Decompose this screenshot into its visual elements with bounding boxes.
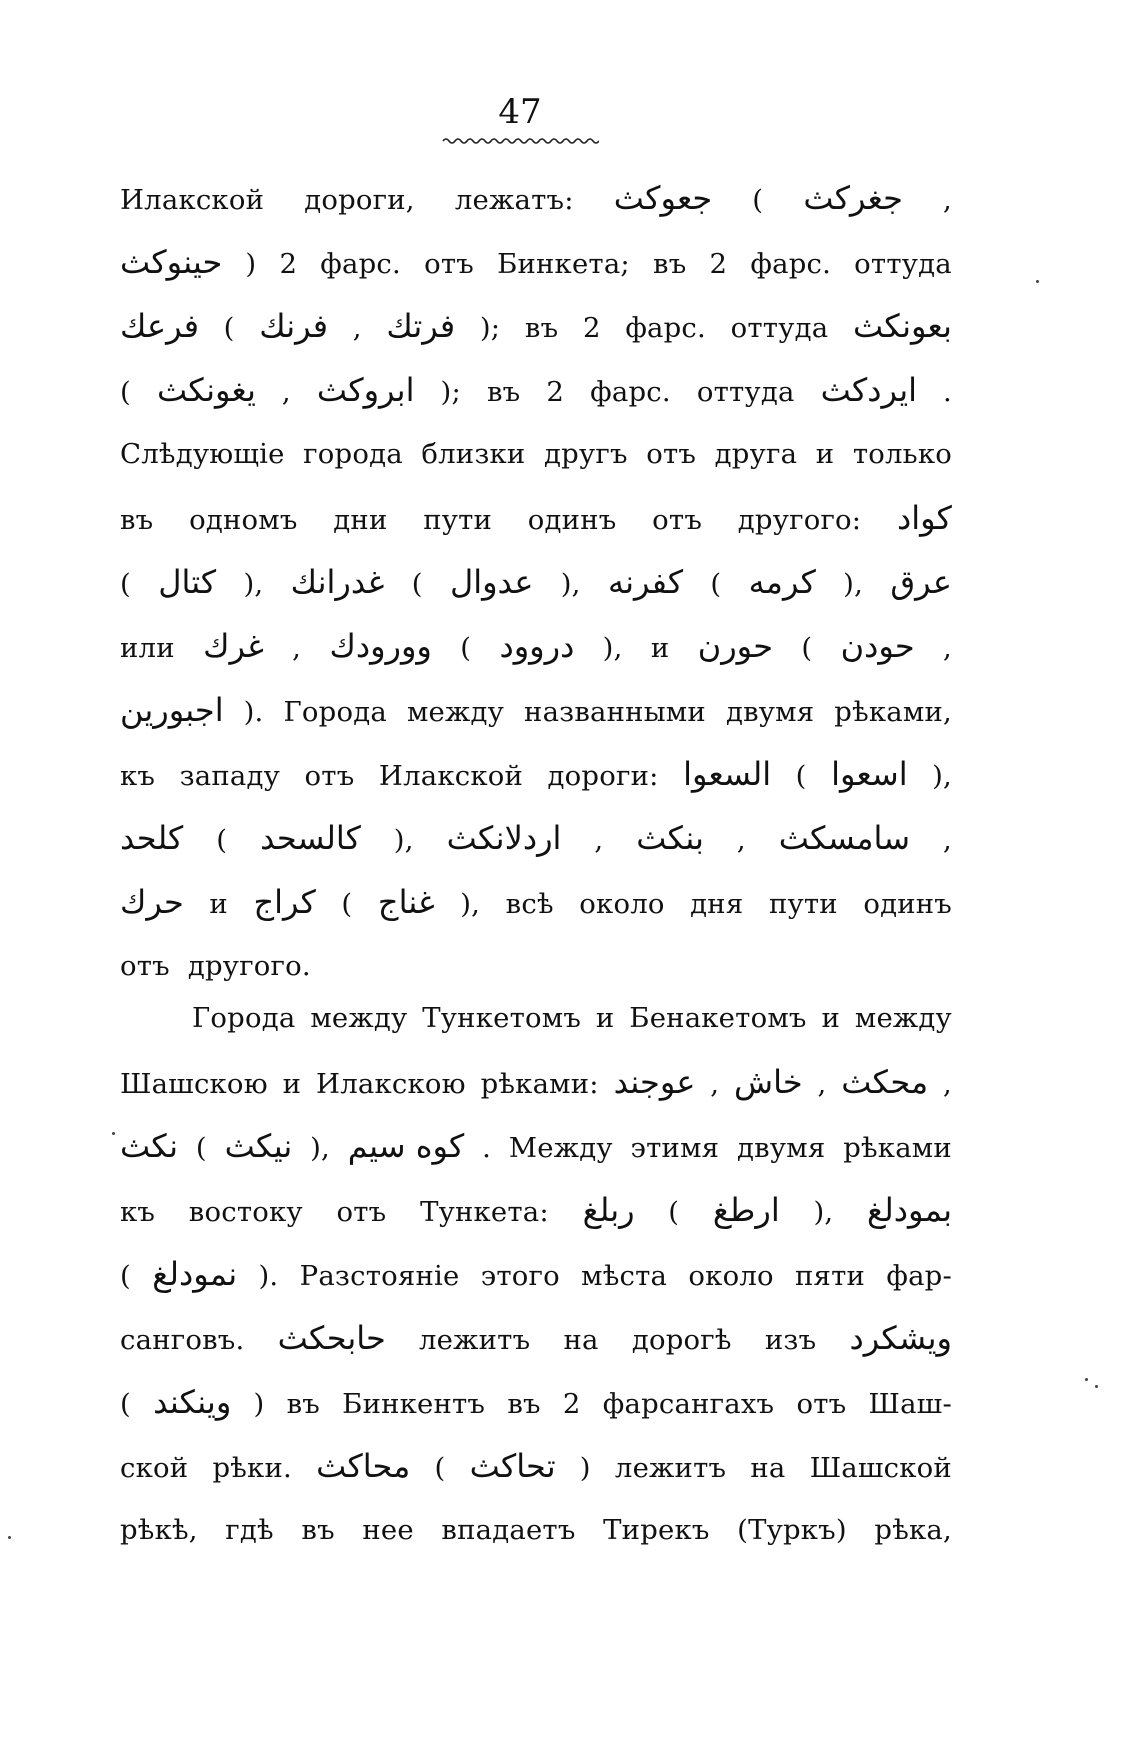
arabic-toponym: عدوال [449, 563, 534, 601]
word: 2 [562, 1388, 581, 1420]
word: ( [120, 1388, 131, 1420]
word: Илакской [378, 760, 524, 792]
arabic-toponym: كلحد [120, 819, 184, 857]
word: ( [341, 888, 353, 920]
arabic-toponym: جغركث [803, 179, 903, 217]
arabic-toponym: وينكند [153, 1383, 232, 1421]
word: ); [440, 376, 461, 408]
word: рѣками: [480, 1068, 599, 1100]
word: нее [362, 1514, 414, 1546]
word: между [310, 1002, 408, 1034]
word: фарс. [320, 248, 401, 280]
word: пути [768, 888, 838, 920]
word: ( [434, 1452, 446, 1484]
word: , [942, 632, 952, 664]
text-line [120, 986, 952, 1050]
arabic-toponym: بنكث [636, 819, 704, 857]
word: Города [283, 696, 387, 728]
word: ( [120, 568, 131, 600]
arabic-toponym: كراج [253, 883, 316, 921]
word: ( [668, 1196, 680, 1228]
word: къ [120, 1196, 156, 1228]
word: отъ [304, 760, 355, 792]
arabic-toponym: سامسكث [778, 819, 911, 857]
word: Шаш- [868, 1388, 952, 1420]
word: въ [653, 248, 687, 280]
arabic-toponym: كواد [897, 499, 952, 537]
word: ), [560, 568, 581, 600]
word: Илакскою [316, 1068, 466, 1100]
word: , [594, 824, 604, 856]
arabic-toponym: محاكث [316, 1447, 411, 1485]
arabic-toponym: عوجند [613, 1063, 696, 1101]
word: всѣ [505, 888, 554, 920]
word: гдѣ [225, 1514, 274, 1546]
word: , [942, 184, 952, 216]
word: въ [286, 1388, 320, 1420]
word: рѣками, [834, 696, 952, 728]
word: и [821, 1002, 840, 1034]
word: , [817, 1068, 827, 1100]
arabic-toponym: حورن [697, 627, 773, 665]
text-line [120, 166, 952, 230]
word: Бинкета; [497, 248, 630, 280]
arabic-toponym: كتال [158, 563, 217, 601]
arabic-toponym: فرعك [120, 307, 200, 345]
word: Разстояніе [299, 1260, 460, 1292]
arabic-toponym: السعوا [683, 755, 772, 793]
arabic-toponym: دروود [499, 627, 575, 665]
paragraph-2 [120, 986, 952, 1562]
word: ской [120, 1452, 189, 1484]
word: , [710, 1068, 720, 1100]
word: ); [479, 312, 501, 344]
word: мѣста [581, 1260, 668, 1292]
arabic-toponym: ابروكث [316, 371, 415, 409]
word: 2 [279, 248, 298, 280]
text-line [120, 1306, 952, 1370]
word: между [406, 696, 505, 728]
word: оттуда [854, 248, 952, 280]
text-line [120, 230, 952, 294]
word: фарс. [750, 248, 832, 280]
arabic-toponym: جعوكث [613, 179, 713, 217]
word: одномъ [189, 504, 298, 536]
arabic-toponym: وورودك [329, 627, 432, 665]
arabic-toponym: محكث [841, 1063, 929, 1101]
word: ), [843, 568, 864, 600]
word: и [650, 632, 670, 664]
word: дороги, [304, 184, 415, 216]
word: ( [460, 632, 472, 664]
word: ), [813, 1196, 834, 1228]
arabic-toponym: كوه سيم [347, 1127, 465, 1165]
arabic-toponym: اسعوا [831, 755, 908, 793]
scan-speck [1085, 1378, 1088, 1381]
text-line [120, 1434, 952, 1498]
word: въ [301, 1514, 335, 1546]
word: въ [524, 312, 559, 344]
word: фарс. [590, 376, 671, 408]
word: ), [460, 888, 481, 920]
word: Бинкентъ [342, 1388, 486, 1420]
text-line [120, 1370, 952, 1434]
word: оттуда [730, 312, 829, 344]
word: дорогѣ [631, 1324, 732, 1356]
word: въ [486, 376, 521, 408]
text-line [120, 870, 952, 934]
word: ( [120, 376, 131, 408]
word: отъ [646, 438, 697, 470]
word: и [815, 438, 835, 470]
arabic-toponym: حابحكث [277, 1319, 386, 1357]
arabic-toponym: يغونكث [156, 371, 256, 409]
word: , [942, 1068, 952, 1100]
arabic-toponym: بعونكث [853, 307, 952, 345]
word: Слѣдующіе [120, 438, 285, 470]
text-line [120, 614, 952, 678]
arabic-toponym: نكث [120, 1127, 178, 1165]
word: этого [480, 1260, 560, 1292]
word: . [482, 1132, 492, 1164]
word: ( [223, 312, 235, 344]
word: фарс. [625, 312, 706, 344]
word: Между [508, 1132, 613, 1164]
arabic-toponym: تحاكث [469, 1447, 556, 1485]
word: ( [120, 1260, 131, 1292]
word: ( [411, 568, 423, 600]
word: Бенакетомъ [629, 1002, 807, 1034]
arabic-toponym: غدرانك [290, 563, 385, 601]
word: . [943, 376, 952, 408]
word: ), [602, 632, 623, 664]
word: ( [795, 760, 807, 792]
word: отъ [652, 504, 703, 536]
word: лежитъ [614, 1452, 727, 1484]
arabic-toponym: اردلانكث [446, 819, 562, 857]
word: друга [714, 438, 798, 470]
word: въ [507, 1388, 541, 1420]
word: впадаетъ [441, 1514, 576, 1546]
text-line [120, 550, 952, 614]
scan-speck [112, 1132, 115, 1135]
word: , [943, 824, 952, 856]
word: ), [932, 760, 952, 792]
scan-speck [8, 1536, 11, 1539]
arabic-toponym: نيكث [224, 1127, 293, 1165]
word: города [303, 438, 403, 470]
arabic-toponym: كرمه [748, 563, 816, 601]
word: рѣки. [212, 1452, 292, 1484]
word: этимя [630, 1132, 720, 1164]
arabic-toponym: حرك [120, 883, 184, 921]
word: фарсангахъ [602, 1388, 775, 1420]
word: къ [120, 760, 156, 792]
text-line [120, 1498, 952, 1562]
word: ( [752, 184, 764, 216]
word: , [352, 312, 362, 344]
word: , [736, 824, 746, 856]
word: отъ [120, 950, 170, 982]
word: ( [801, 632, 813, 664]
word: фар- [886, 1260, 952, 1292]
word: дни [333, 504, 388, 536]
text-line [120, 294, 952, 358]
word: Тирекъ [603, 1514, 710, 1546]
arabic-toponym: نمودلغ [152, 1255, 238, 1293]
text-line [120, 1242, 952, 1306]
word: 2 [546, 376, 565, 408]
word: Тункета: [420, 1196, 549, 1228]
word: ). [258, 1260, 279, 1292]
word: оттуда [696, 376, 795, 408]
arabic-toponym: ارطغ [712, 1191, 780, 1229]
word: и [209, 888, 228, 920]
arabic-toponym: غرك [203, 627, 264, 665]
text-line [120, 1178, 952, 1242]
word: рѣка, [874, 1514, 952, 1546]
word: ). [243, 696, 264, 728]
word: отъ [336, 1196, 387, 1228]
word: только [852, 438, 952, 470]
arabic-toponym: اجبورين [120, 691, 224, 729]
word: , [281, 376, 291, 408]
text-line [120, 1114, 952, 1178]
word: Шашской [809, 1452, 952, 1484]
word: лежитъ [419, 1324, 531, 1356]
word: отъ [796, 1388, 847, 1420]
word: между [854, 1002, 952, 1034]
word: близки [421, 438, 526, 470]
page-number-ornament [441, 136, 599, 146]
word: ) [245, 248, 257, 280]
word: западу [179, 760, 281, 792]
text-line [120, 486, 952, 550]
word: и [595, 1002, 615, 1034]
page-number: 47 [498, 92, 542, 132]
arabic-toponym: بمودلغ [867, 1191, 952, 1229]
word: Илакской [120, 184, 265, 216]
arabic-toponym: حينوكث [120, 243, 223, 281]
word: ), [243, 568, 264, 600]
word: ( [195, 1132, 207, 1164]
word: изъ [764, 1324, 817, 1356]
word: около [579, 888, 665, 920]
word: востоку [188, 1196, 303, 1228]
word: ) [579, 1452, 591, 1484]
word: ), [393, 824, 414, 856]
text-line [120, 742, 952, 806]
word: на [750, 1452, 786, 1484]
word: пути [423, 504, 493, 536]
word: одинъ [527, 504, 617, 536]
arabic-toponym: كالسحد [260, 819, 361, 857]
word: одинъ [863, 888, 952, 920]
word: лежатъ: [454, 184, 574, 216]
paragraph-1 [120, 166, 952, 998]
word: ( [216, 824, 228, 856]
word: двумя [737, 1132, 826, 1164]
text-line [120, 678, 952, 742]
word: около [688, 1260, 774, 1292]
arabic-toponym: عرق [890, 563, 952, 601]
word: другого: [737, 504, 862, 536]
scan-speck [1036, 280, 1039, 283]
word: названными [524, 696, 706, 728]
word: 2 [582, 312, 601, 344]
word: дня [690, 888, 744, 920]
word: ), [310, 1132, 330, 1164]
scan-speck [1095, 1385, 1098, 1388]
word: другого. [187, 950, 311, 982]
word: рѣкѣ, [120, 1514, 198, 1546]
word: другъ [544, 438, 628, 470]
word: двумя [725, 696, 815, 728]
arabic-toponym: ربلغ [582, 1191, 635, 1229]
arabic-toponym: غناج [377, 883, 435, 921]
word: въ [120, 504, 154, 536]
word: ( [710, 568, 722, 600]
word: и [282, 1068, 302, 1100]
word: пяти [795, 1260, 866, 1292]
word: Тункетомъ [422, 1002, 582, 1034]
word: рѣками [843, 1132, 952, 1164]
word: Шашскою [120, 1068, 268, 1100]
arabic-toponym: حودن [840, 627, 915, 665]
arabic-toponym: فرتك [386, 307, 456, 345]
word: ) [253, 1388, 265, 1420]
word: , [292, 632, 302, 664]
text-line [120, 1050, 952, 1114]
word: (Туркъ) [737, 1514, 847, 1546]
arabic-toponym: كفرنه [607, 563, 684, 601]
word: на [563, 1324, 599, 1356]
word: санговъ. [120, 1324, 245, 1356]
arabic-toponym: فرنك [259, 307, 329, 345]
arabic-toponym: ويشكرد [849, 1319, 952, 1357]
word: отъ [424, 248, 474, 280]
text-line [120, 806, 952, 870]
text-line [120, 422, 952, 486]
arabic-toponym: ايردكث [820, 371, 917, 409]
text-line [120, 358, 952, 422]
arabic-toponym: خاش [734, 1063, 803, 1101]
word: дороги: [547, 760, 659, 792]
word: Города [192, 1002, 296, 1034]
word: или [120, 632, 175, 664]
word: 2 [709, 248, 728, 280]
